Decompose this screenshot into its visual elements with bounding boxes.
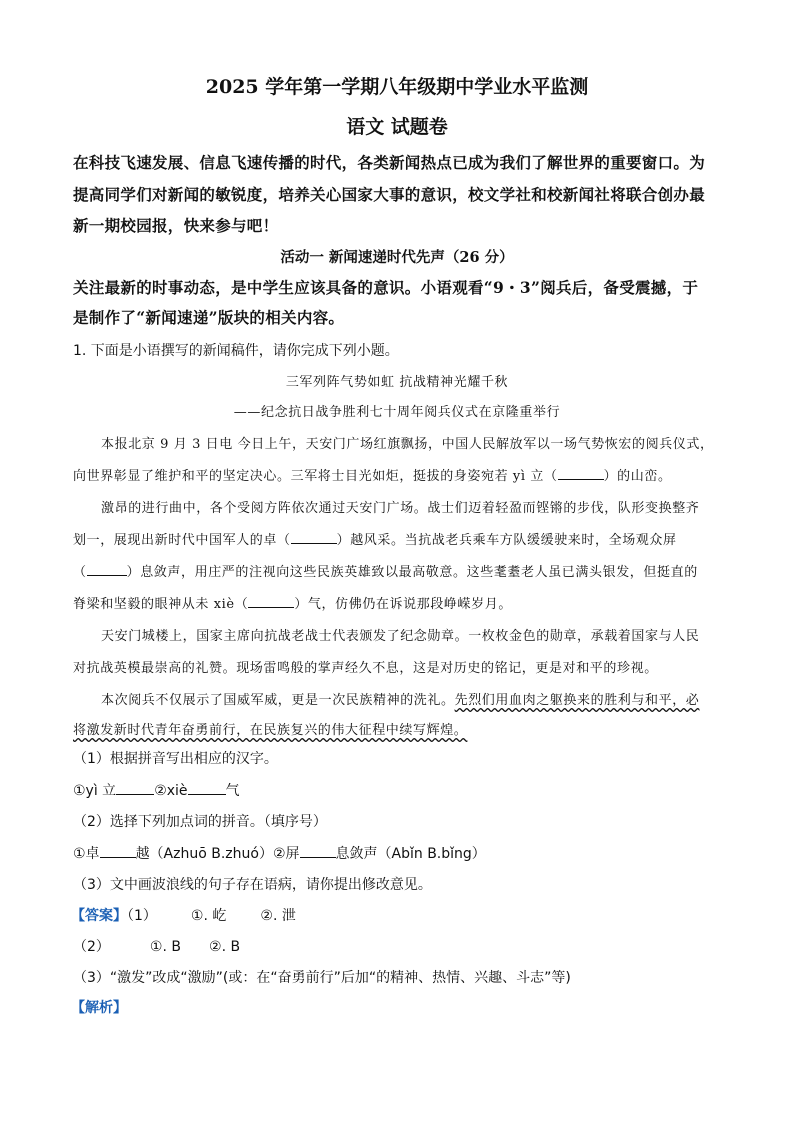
article-p3-line-2: 对抗战英模最崇高的礼赞。现场雷鸣般的掌声经久不息，这是对历史的铭记，更是对和平的珍视。 [73, 661, 658, 676]
answer-blank [300, 843, 336, 858]
article-p4-line-2 [73, 719, 467, 738]
subquestion-3: （3）文中画波浪线的句子存在语病，请你提出修改意见。 [73, 877, 432, 893]
blank-line [291, 530, 337, 544]
subquestion-1: （1）根据拼音写出相应的汉字。 [73, 751, 278, 767]
answer-blank [188, 780, 226, 795]
answer-blank [100, 843, 136, 858]
answer-label: 【答案】 [71, 908, 127, 924]
question-1-stem: 1. 下面是小语撰写的新闻稿件，请你完成下列小题。 [73, 343, 399, 359]
exam-subtitle: 语文 试题卷 [346, 116, 448, 138]
intro-line-2: 提高同学们对新闻的敏锐度，培养关心国家大事的意识，校文学社和校新闻社将联合创办最 [73, 185, 706, 204]
answer-line-1: 【答案】（1） ①. 屹 ②. 泄 [71, 908, 296, 924]
article-p2-line-4: 脊梁和坚毅的眼神从未 xiè（ ）气，仿佛仍在诉说那段峥嵘岁月。 [73, 593, 512, 612]
article-subheadline: ——纪念抗日战争胜利七十周年阅兵仪式在京隆重举行 [233, 405, 561, 420]
intro-line-1: 在科技飞速发展、信息飞速传播的时代，各类新闻热点已成为我们了解世界的重要窗口。为 [73, 153, 706, 172]
article-p2-line-1: 激昂的进行曲中，各个受阅方阵依次通过天安门广场。战士们迈着轻盈而铿锵的步伐，队形变换整齐 [101, 501, 700, 516]
blank-line [248, 594, 294, 608]
intro-line-3: 新一期校园报，快来参与吧！ [73, 216, 279, 235]
article-p2-line-2: 划一，展现出新时代中国军人的卓（ ）越风采。当抗战老兵乘车方队缓缓驶来时，全场观众屏 [73, 529, 677, 548]
analysis-label: 【解析】 [71, 1000, 127, 1016]
blank-line [558, 466, 604, 480]
article-headline: 三军列阵气势如虹 抗战精神光耀千秋 [285, 375, 509, 390]
article-p4-line-1: 本次阅兵不仅展示了国威军威，更是一次民族精神的洗礼。先烈们用血肉之躯换来的胜利与和平，必 [101, 693, 700, 708]
subquestion-2: （2）选择下列加点词的拼音。（填序号） [73, 814, 327, 830]
subquestion-2-items: ①卓 越（Azhuō B.zhuó）②屏 息敛声（Abǐn B.bǐng） [73, 843, 486, 863]
activity-intro-line-2: 是制作了“新闻速递”版块的相关内容。 [73, 308, 345, 327]
wavy-sentence-part-1: 先烈们用血肉之躯换来的胜利与和平，必 [454, 693, 700, 708]
wavy-sentence-part-2: 将激发新时代青年奋勇前行，在民族复兴的伟大征程中续写辉煌。 [73, 723, 468, 738]
article-p3-line-1: 天安门城楼上，国家主席向抗战老战士代表颁发了纪念勋章。一枚枚金色的勋章，承载着国家与人民 [101, 629, 700, 644]
blank-line [87, 562, 127, 576]
subquestion-1-items: ①yì 立 ②xiè 气 [73, 780, 240, 800]
article-p1-line-1: 本报北京 9 月 3 日电 今日上午，天安门广场红旗飘扬，中国人民解放军以一场气势恢宏的阅兵仪式， [101, 437, 714, 452]
article-p2-line-3: （ ）息敛声，用庄严的注视向这些民族英雄致以最高敬意。这些耄耋老人虽已满头银发，但挺直的 [73, 561, 698, 580]
answer-line-2: （2） ①. B ②. B [73, 939, 241, 955]
article-p1-line-2: 向世界彰显了维护和平的坚定决心。三军将士目光如炬，挺拔的身姿宛若 yì 立（ ）的山峦。 [73, 465, 672, 484]
answer-blank [116, 780, 154, 795]
activity-title: 活动一 新闻速递时代先声（26 分） [280, 249, 514, 266]
answer-line-3: （3）“激发”改成“激励”(或：在“奋勇前行”后加“的精神、热情、兴趣、斗志”等) [73, 970, 571, 986]
activity-intro-line-1: 关注最新的时事动态，是中学生应该具备的意识。小语观看“9・3”阅兵后，备受震撼，于 [73, 278, 699, 297]
exam-title: 2025 学年第一学期八年级期中学业水平监测 [205, 76, 589, 98]
